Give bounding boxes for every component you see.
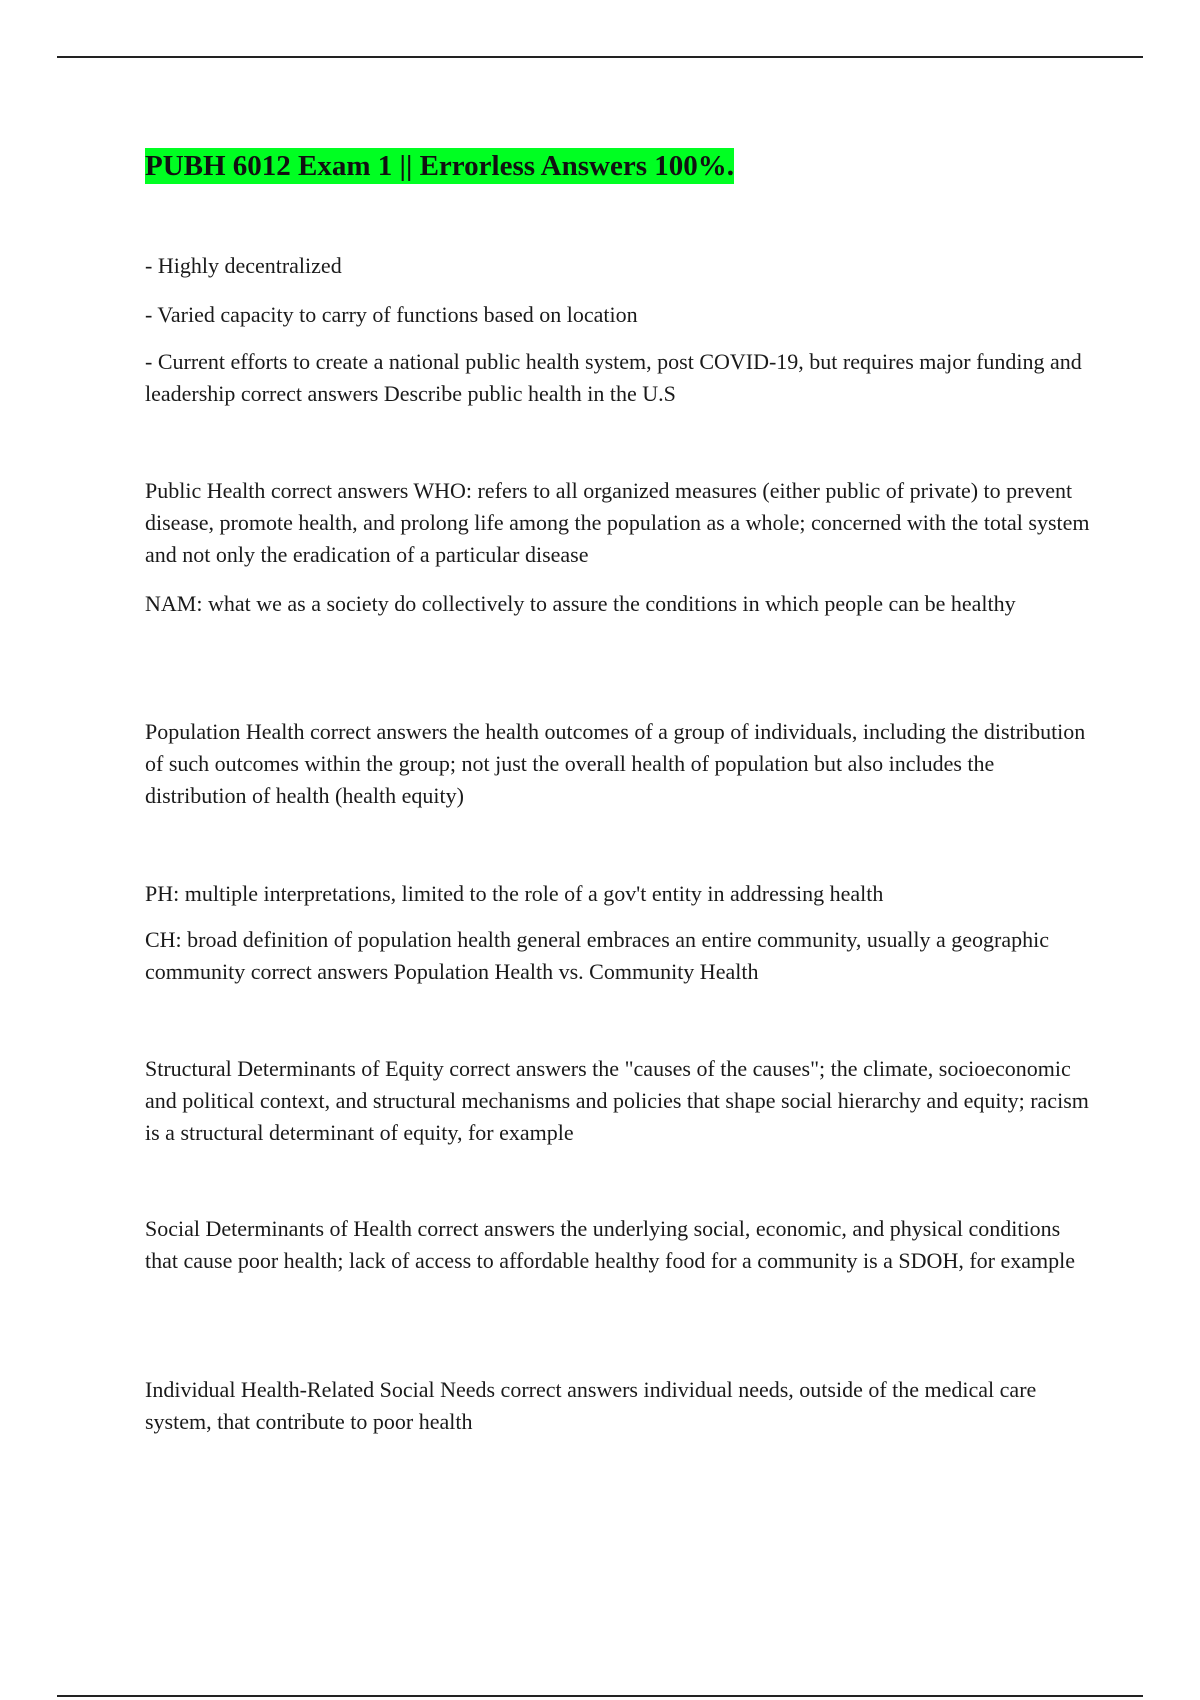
- paragraph-structural-determinants: Structural Determinants of Equity correct answers the "causes of the causes"; the climate, socioeconomic and political context, and structural mechanisms and policies that shape social hierarchy and equity; racism is a structural determinant of equity, for example: [145, 1056, 1089, 1145]
- top-rule: [57, 56, 1143, 58]
- paragraph-population-health: Population Health correct answers the health outcomes of a group of individuals, including the distribution of such outcomes within the group; not just the overall health of population but also includes the distribution of health (health equity): [145, 719, 1086, 808]
- paragraph-nam: NAM: what we as a society do collectively to assure the conditions in which people can be healthy: [145, 591, 1016, 616]
- paragraph-current-efforts: - Current efforts to create a national public health system, post COVID-19, but requires major funding and leadership correct answers Describe public health in the U.S: [145, 349, 1082, 406]
- paragraph-highly-decentralized: - Highly decentralized: [145, 253, 342, 278]
- paragraph-social-determinants: Social Determinants of Health correct answers the underlying social, economic, and physical conditions that cause poor health; lack of access to affordable healthy food for a community is a SDOH, for example: [145, 1216, 1076, 1273]
- paragraph-ph: PH: multiple interpretations, limited to the role of a gov't entity in addressing health: [145, 881, 884, 906]
- title-highlight: PUBH 6012 Exam 1 || Errorless Answers 100%.: [145, 150, 734, 182]
- paragraph-varied-capacity: - Varied capacity to carry of functions based on location: [145, 302, 638, 327]
- paragraph-ch: CH: broad definition of population health general embraces an entire community, usually a geographic community correct answers Population Health vs. Community Health: [145, 927, 1049, 984]
- paragraph-individual-needs: Individual Health-Related Social Needs correct answers individual needs, outside of the medical care system, that contribute to poor health: [145, 1377, 1037, 1434]
- paragraph-public-health: Public Health correct answers WHO: refers to all organized measures (either public of private) to prevent disease, promote health, and prolong life among the population as a whole; concerned with the total system and not only the eradication of a particular disease: [145, 478, 1090, 567]
- bottom-rule: [57, 1695, 1143, 1697]
- document-title: [145, 146, 734, 186]
